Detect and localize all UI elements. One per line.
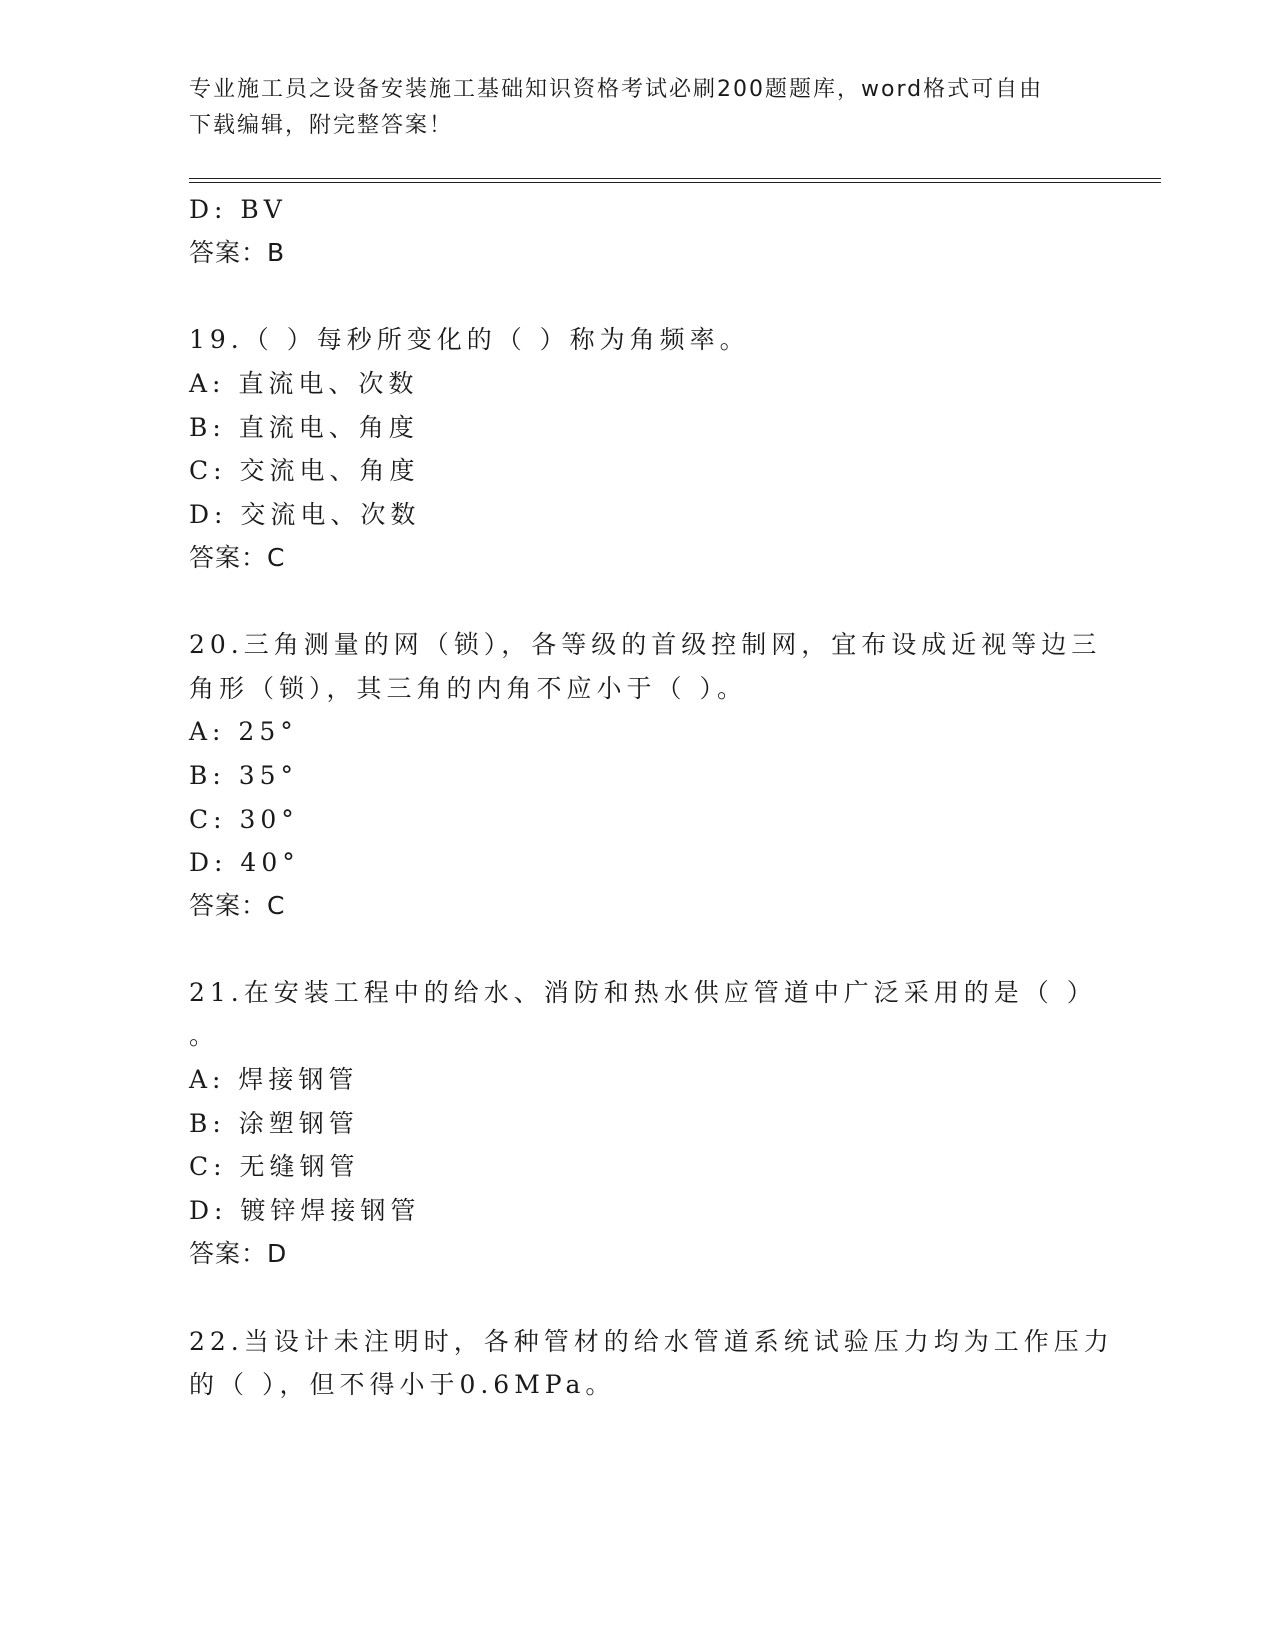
question-20-stem-line-1: 20.三角测量的网（锁），各等级的首级控制网，宜布设成近视等边三 (189, 630, 1102, 659)
header-line-2: 下载编辑，附完整答案！ (189, 113, 454, 138)
document-header (189, 72, 1089, 144)
question-21-option-b: B: 涂塑钢管 (189, 1109, 359, 1138)
question-19-option-b: B: 直流电、角度 (189, 413, 419, 442)
question-21-option-a: A: 焊接钢管 (189, 1065, 359, 1094)
question-20-option-d: D: 40° (189, 848, 300, 877)
question-19-stem: 19.（ ）每秒所变化的（ ）称为角频率。 (189, 325, 750, 354)
header-line-1: 专业施工员之设备安装施工基础知识资格考试必刷200题题库，word格式可自由 (189, 77, 1044, 102)
question-21-option-d: D: 镀锌焊接钢管 (189, 1196, 421, 1225)
header-rule-bottom (189, 182, 1161, 183)
question-22-stem-line-1: 22.当设计未注明时，各种管材的给水管道系统试验压力均为工作压力 (189, 1327, 1114, 1356)
question-20-option-a: A: 25° (189, 717, 298, 746)
question-20-option-c: C: 30° (189, 805, 299, 834)
question-21-stem-line-2: 。 (189, 1021, 220, 1050)
question-19-option-d: D: 交流电、次数 (189, 500, 421, 529)
option-d: D: BV (189, 195, 287, 224)
question-20-option-b: B: 35° (189, 761, 299, 790)
question-21-answer: 答案：D (189, 1239, 288, 1268)
question-20-stem-line-2: 角形（锁），其三角的内角不应小于（ ）。 (189, 674, 747, 703)
question-20-answer: 答案：C (189, 891, 286, 920)
question-21-stem-line-1: 21.在安装工程中的给水、消防和热水供应管道中广泛采用的是（ ） (189, 978, 1097, 1007)
question-19-answer: 答案：C (189, 543, 286, 572)
question-22-stem-line-2: 的（ ），但不得小于0.6MPa。 (189, 1370, 616, 1399)
question-19-option-c: C: 交流电、角度 (189, 456, 420, 485)
header-rule-top (189, 178, 1161, 179)
question-21-option-c: C: 无缝钢管 (189, 1152, 360, 1181)
question-19-option-a: A: 直流电、次数 (189, 369, 419, 398)
answer: 答案：B (189, 238, 286, 267)
